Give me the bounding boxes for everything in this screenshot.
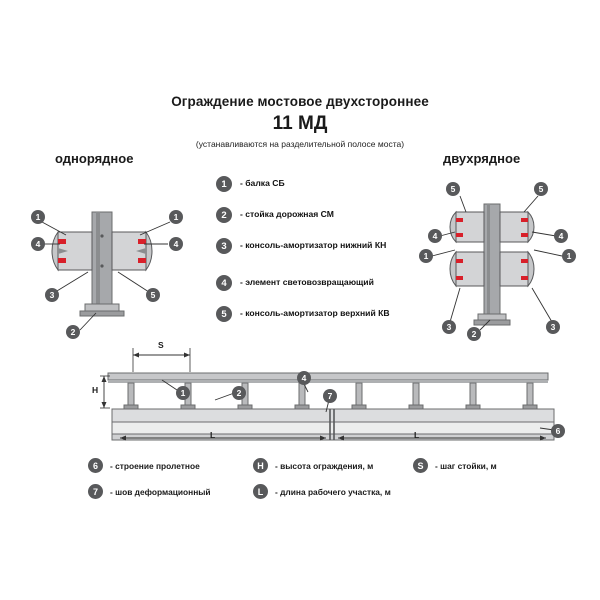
callout-left-3: 3 bbox=[45, 288, 59, 302]
legend-badge: 2 bbox=[216, 207, 232, 223]
callout-left-4b: 4 bbox=[169, 237, 183, 251]
callout-right-1a: 1 bbox=[419, 249, 433, 263]
callout-right-4a: 4 bbox=[428, 229, 442, 243]
callout-left-1b: 1 bbox=[169, 210, 183, 224]
callout-right-5b: 5 bbox=[534, 182, 548, 196]
legend-item bbox=[253, 484, 391, 499]
legend-badge: 3 bbox=[216, 238, 232, 254]
legend-bottom-row bbox=[88, 458, 558, 473]
callout-left-4a: 4 bbox=[31, 237, 45, 251]
page-title: Ограждение мостовое двухстороннее bbox=[171, 94, 429, 109]
dimension-l-left: L bbox=[210, 430, 216, 440]
legend-badge: 7 bbox=[88, 484, 103, 499]
legend-item bbox=[413, 458, 497, 473]
callout-right-5a: 5 bbox=[446, 182, 460, 196]
legend-label: - консоль-амортизатор верхний КВ bbox=[240, 308, 390, 318]
legend-label: - шаг стойки, м bbox=[435, 460, 497, 471]
legend-item bbox=[253, 458, 413, 473]
legend-badge: 5 bbox=[216, 306, 232, 322]
legend-badge: S bbox=[413, 458, 428, 473]
callout-elev-2: 2 bbox=[232, 386, 246, 400]
legend-label: - стойка дорожная СМ bbox=[240, 209, 334, 219]
legend-label: - консоль-амортизатор нижний КН bbox=[240, 240, 387, 250]
callout-right-4b: 4 bbox=[554, 229, 568, 243]
callout-left-5: 5 bbox=[146, 288, 160, 302]
legend-badge: 1 bbox=[216, 176, 232, 192]
callout-elev-7: 7 bbox=[323, 389, 337, 403]
legend-badge: 4 bbox=[216, 275, 232, 291]
legend-label: - высота ограждения, м bbox=[275, 460, 374, 471]
callout-elev-6: 6 bbox=[551, 424, 565, 438]
callout-elev-4: 4 bbox=[297, 371, 311, 385]
callout-right-2: 2 bbox=[467, 327, 481, 341]
legend-label: - шов деформационный bbox=[110, 486, 211, 497]
legend-badge: L bbox=[253, 484, 268, 499]
callout-right-3a: 3 bbox=[442, 320, 456, 334]
callout-left-1a: 1 bbox=[31, 210, 45, 224]
legend-bottom bbox=[88, 458, 558, 510]
legend-badge: H bbox=[253, 458, 268, 473]
legend-label: - длина рабочего участка, м bbox=[275, 486, 391, 497]
legend-label: - элемент световозвращающий bbox=[240, 277, 374, 287]
callout-right-1b: 1 bbox=[562, 249, 576, 263]
legend-badge: 6 bbox=[88, 458, 103, 473]
callout-left-2: 2 bbox=[66, 325, 80, 339]
callout-right-3b: 3 bbox=[546, 320, 560, 334]
legend-item bbox=[88, 458, 253, 473]
dimension-h: H bbox=[92, 385, 99, 395]
legend-label: - строение пролетное bbox=[110, 460, 200, 471]
legend-label: - балка СБ bbox=[240, 178, 285, 188]
page-subtitle: (устанавливаются на разделительной полосе моста) bbox=[195, 139, 405, 149]
dimension-l-right: L bbox=[414, 430, 420, 440]
callout-elev-1: 1 bbox=[176, 386, 190, 400]
legend-item bbox=[88, 484, 253, 499]
legend-bottom-row bbox=[88, 484, 558, 499]
section-label-double: двухрядное bbox=[443, 151, 521, 166]
dimension-s: S bbox=[158, 340, 164, 350]
product-code: 11 МД bbox=[272, 113, 328, 134]
section-label-single: однорядное bbox=[55, 151, 134, 166]
